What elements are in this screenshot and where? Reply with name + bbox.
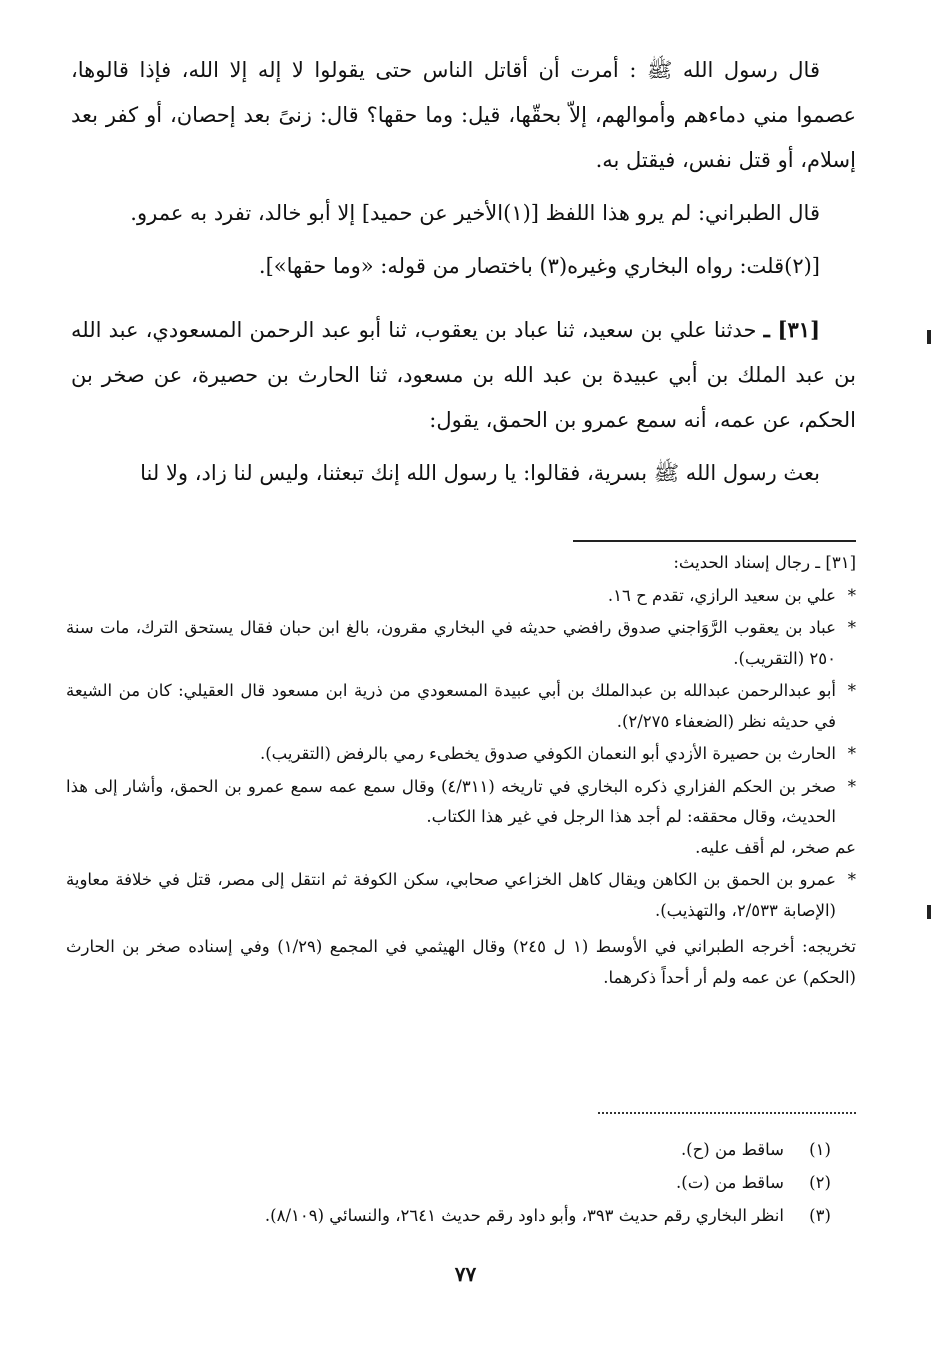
footnote-row <box>66 1133 856 1166</box>
narrator-note: * عباد بن يعقوب الرَّوَاجني صدوق رافضي حديثه في البخاري مقرون، بالغ ابن حبان فقال يستحق الترك، مات سنة ٢٥٠ (التقريب). <box>66 613 856 674</box>
narrator-note-plain: عم صخر، لم أقف عليه. <box>695 837 856 857</box>
footnote-separator <box>573 540 856 542</box>
narrator-note: * صخر بن الحكم الفزاري ذكره البخاري في تاريخه (٤/٣١١) وقال سمع عمه سمع عمرو بن الحمق، وأشار إلى هذا الحديث، وقال محققه: لم أجد هذا الرجل في غير هذا الكتاب. <box>66 772 856 833</box>
notes-heading: [٣١] ـ رجال إسناد الحديث: <box>673 553 856 572</box>
footnote-number: (٣) <box>809 1206 831 1225</box>
narrator-note: * علي بن سعيد الرازي، تقدم ح ١٦. <box>66 581 856 612</box>
bullet-icon: * <box>847 744 856 763</box>
bullet-icon: * <box>847 681 856 700</box>
isnad-text: حدثنا علي بن سعيد، ثنا عباد بن يعقوب، ثنا أبو عبد الرحمن المسعودي، عبد الله بن عبد الملك بن أبي عبيدة بن عبد الله بن مسعود، ثنا الحارث بن حصيرة، عن صخر بن الحكم، عن عمه، أنه سمع عمرو بن الحمق، يقول: <box>71 318 856 432</box>
tabarani-comment: قال الطبراني: لم يرو هذا اللفظ [(١)الأخير عن حميد] إلا أبو خالد، تفرد به عمرو. <box>130 201 820 225</box>
footnote-text: ساقط من (ح). <box>680 1140 784 1159</box>
narrator-note: * أبو عبدالرحمن عبدالله بن عبدالملك بن أبي عبيدة المسعودي من ذرية ابن مسعود قال العقيلي: كان من الشيعة في حديثه نظر (الضعفاء ٢/٢٧٥). <box>66 676 856 737</box>
bullet-icon: * <box>847 618 856 637</box>
footnote-text: انظر البخاري رقم حديث ٣٩٣، وأبو داود رقم حديث ٢٦٤١، والنسائي (٨/١٠٩). <box>264 1206 784 1225</box>
scan-mark <box>927 905 931 919</box>
main-text <box>71 48 856 496</box>
takhrij-note: تخريجه: أخرجه الطبراني في الأوسط (١ ل ٢٤٥) وقال الهيثمي في المجمع (١/٢٩) وفي إسناده صخر بن الحارث (الحكم) عن عمه ولم أر أحداً ذكرهما. <box>66 937 857 987</box>
dotted-separator <box>598 1112 856 1114</box>
footnote-text: ساقط من (ت). <box>676 1173 784 1192</box>
author-note: [(٢)قلت: رواه البخاري وغيره(٣) باختصار من قوله: «وما حقها»]. <box>258 254 820 278</box>
bullet-icon: * <box>847 585 856 605</box>
footnote-number: (٢) <box>809 1173 831 1192</box>
scan-mark <box>927 330 931 344</box>
page-number: ٧٧ <box>454 1262 477 1286</box>
footnotes <box>66 1133 856 1232</box>
matn-paragraph: بعث رسول الله ﷺ بسرية، فقالوا: يا رسول الله إنك تبعثنا، وليس لنا زاد، ولا لنا <box>140 461 820 485</box>
bullet-icon: * <box>847 870 856 889</box>
narrator-note: * عمرو بن الحمق بن الكاهن ويقال كاهل الخزاعي صحابي، سكن الكوفة ثم انتقل إلى مصر، قتل في خلافة معاوية (الإصابة ٢/٥٣٣، والتهذيب). <box>66 865 856 926</box>
narrators-notes <box>66 548 856 993</box>
hadith-number: [٣١] ـ <box>763 317 820 342</box>
narrator-note: * الحارث بن حصيرة الأزدي أبو النعمان الكوفي صدوق يخطىء رمي بالرفض (التقريب). <box>66 739 856 770</box>
bullet-icon: * <box>847 776 856 796</box>
footnote-number: (١) <box>809 1140 831 1159</box>
footnote-row <box>66 1166 856 1199</box>
hadith-text-paragraph: قال رسول الله ﷺ : أمرت أن أقاتل الناس حتى يقولوا لا إله إلا الله، فإذا قالوها، عصموا مني دماءهم وأموالهم، إلاّ بحقّها، قيل: وما حقها؟ قال: زنىً بعد إحصان، أو كفر بعد إسلام، أو قتل نفس، فيقتل به. <box>71 58 856 172</box>
footnote-row <box>66 1199 856 1232</box>
isnad-paragraph <box>71 307 856 443</box>
